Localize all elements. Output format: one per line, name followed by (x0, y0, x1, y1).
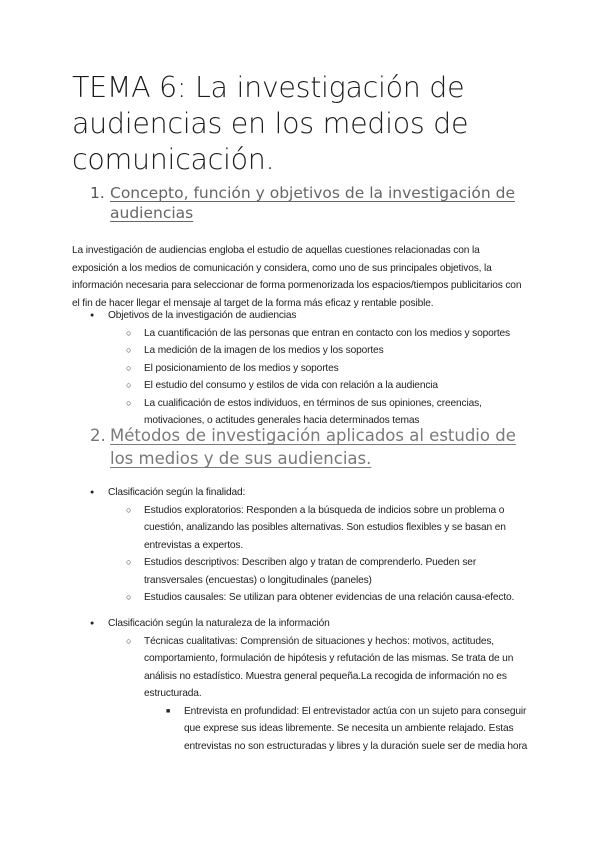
list-item: ○ La medición de la imagen de los medios y los soportes (126, 342, 530, 360)
list-item: ○ La cualificación de estos individuos, en términos de sus opiniones, creencias, motivaciones, o actitudes generales hacia determinados temas (126, 395, 530, 430)
list-item: ■ Entrevista en profundidad: El entrevistador actúa con un sujeto para conseguir que exprese sus ideas libremente. Se necesita un ambiente relajado. Estas entrevistas no son estructuradas y libres y la duración suele ser de media hora (166, 703, 530, 756)
section-1-number: 1. (90, 184, 105, 202)
document-title: TEMA 6: La investigación de audiencias en los medios de comunicación. (72, 71, 469, 176)
objectives-item (90, 307, 530, 430)
classification-purpose-sublist (126, 502, 530, 607)
classification-nature-sublist (126, 633, 530, 756)
objectives-sublist (126, 325, 530, 430)
classification-purpose-label: Clasificación según la finalidad: (108, 487, 246, 498)
list-item: ○ La cuantificación de las personas que entran en contacto con los medios y soportes (126, 325, 530, 343)
qualitative-techniques-sublist (166, 703, 530, 756)
list-item: ○ Estudios causales: Se utilizan para obtener evidencias de una relación causa-efecto. (126, 589, 530, 607)
list-item (126, 633, 530, 756)
section-2-heading-text: Métodos de investigación aplicados al estudio de los medios y de sus audiencias. (110, 426, 516, 468)
objectives-list (90, 307, 530, 430)
classification-nature-label: Clasificación según la naturaleza de la información (108, 618, 330, 629)
list-item: ○ Estudios exploratorios: Responden a la búsqueda de indicios sobre un problema o cuestión, analizando las posibles alternativas. Son estudios flexibles y se basan en entrevistas a expertos. (126, 502, 530, 555)
classification-purpose-list (90, 484, 530, 607)
section-1-heading-text: Concepto, función y objetivos de la investigación de audiencias (110, 184, 516, 222)
section-2-heading (90, 424, 530, 470)
section-1-heading (90, 183, 530, 223)
list-item: ○ El estudio del consumo y estilos de vida con relación a la audiencia (126, 377, 530, 395)
objectives-label: Objetivos de la investigación de audiencias (108, 310, 297, 321)
qualitative-techniques-text: Técnicas cualitativas: Comprensión de situaciones y hechos: motivos, actitudes, comportamiento, formulación de hipótesis y refutación de las mismas. Se trata de un análisis no estadístico. Muestra general pequeña.La recogida de información no es estructurada. (144, 635, 514, 699)
intro-paragraph: La investigación de audiencias engloba el estudio de aquellas cuestiones relacionadas con la exposición a los medios de comunicación y considera, como uno de sus principales objetivos, la información necesaria para seleccionar de forma pormenorizada los espacios/tiempos publicitarios con el fin de hacer llegar el mensaje al target de la forma más eficaz y rentable posible. (72, 245, 522, 309)
list-item: ○ El posicionamiento de los medios y soportes (126, 360, 530, 378)
list-item: ○ Estudios descriptivos: Describen algo y tratan de comprenderlo. Pueden ser transversales (encuestas) o longitudinales (paneles) (126, 554, 530, 589)
section-2-number: 2. (90, 426, 106, 445)
classification-purpose-item (90, 484, 530, 607)
classification-nature-list (90, 615, 530, 755)
classification-nature-item (90, 615, 530, 755)
